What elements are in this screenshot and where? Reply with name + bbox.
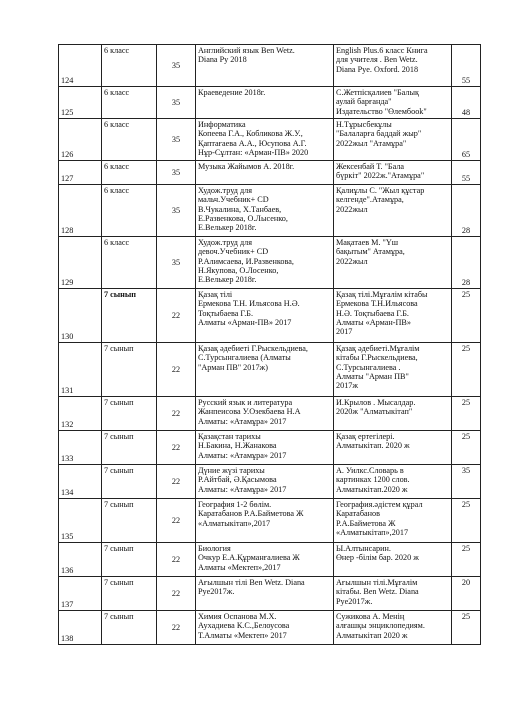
supplementary-line: Мақатаев М. "Үш: [336, 238, 399, 247]
supplementary-line: Алматыкітап.2020 ж: [336, 484, 408, 494]
textbook-cell: [196, 577, 334, 611]
count-cell: 28: [452, 185, 481, 237]
row-number-cell: 136: [59, 543, 102, 577]
supplementary-line: Каратабанов: [336, 509, 380, 519]
textbook-line: Қазақ тілі: [198, 290, 233, 299]
quantity-cell: 22: [157, 343, 196, 397]
textbook-line: Алматы «Мектеп»,2017: [198, 562, 281, 572]
table-row: [59, 611, 481, 645]
textbook-cell: [196, 611, 334, 645]
supplementary-line: «Алматыкітап»,2017: [336, 527, 409, 537]
supplementary-line: 2022жыл "Атамұра": [336, 138, 407, 148]
class-cell: 7 сынып: [102, 577, 157, 611]
textbook-line: Тоқтыбаева Г.Б.: [198, 308, 254, 318]
quantity-cell: 22: [157, 397, 196, 431]
supplementary-line: Алматыкітап. 2020 ж: [336, 441, 410, 451]
table-row: [59, 577, 481, 611]
textbook-line: Биология: [198, 544, 231, 553]
textbook-cell: [196, 237, 334, 289]
row-number-cell: 129: [59, 237, 102, 289]
table-row: [59, 87, 481, 119]
supplementary-line: "Балаларға баддай жыр": [336, 129, 422, 139]
row-number-cell: 134: [59, 465, 102, 499]
supplementary-book-cell: [334, 465, 452, 499]
textbook-line: Русский язык и литература: [198, 398, 293, 407]
quantity-cell: 35: [157, 185, 196, 237]
class-cell: 6 класс: [102, 185, 157, 237]
supplementary-line: картинках 1200 слов.: [336, 475, 410, 485]
supplementary-line: Pye2017ж.: [336, 596, 373, 606]
table-row: [59, 185, 481, 237]
class-cell: 7 сынып: [102, 343, 157, 397]
table-body: [59, 45, 481, 645]
supplementary-line: алғашқы энциклопедиям.: [336, 621, 425, 631]
quantity-cell: 35: [157, 87, 196, 119]
textbook-line: Информатика: [198, 120, 246, 129]
textbook-line: Е.Велькер 2018г.: [198, 275, 257, 285]
supplementary-book-cell: [334, 119, 452, 161]
supplementary-line: English Plus.6 класс Книга: [336, 46, 428, 55]
row-number-cell: 133: [59, 431, 102, 465]
supplementary-book-cell: [334, 343, 452, 397]
textbook-line: Аухадиева К.С.,Белоусова: [198, 621, 290, 631]
quantity-cell: 22: [157, 289, 196, 343]
row-number-cell: 130: [59, 289, 102, 343]
class-cell: 7 сынып: [102, 431, 157, 465]
supplementary-line: Diana Pye. Oxford. 2018: [336, 64, 419, 74]
textbook-line: Р.Алимсаева, И.Развенкова,: [198, 256, 294, 266]
supplementary-line: Өнер -білім бар. 2020 ж: [336, 553, 419, 563]
count-cell: 20: [452, 577, 481, 611]
quantity-cell: 35: [157, 161, 196, 185]
supplementary-book-cell: [334, 577, 452, 611]
textbook-line: Нұр-Сұлтан: «Арман-ПВ» 2020: [198, 147, 309, 157]
supplementary-line: аулай барғанда": [336, 97, 392, 107]
supplementary-book-cell: [334, 185, 452, 237]
document-page: [58, 44, 481, 645]
table-row: [59, 237, 481, 289]
textbook-line: Қазақ әдебиеті Г.Рыскельдиева,: [198, 344, 308, 353]
textbook-cell: [196, 185, 334, 237]
supplementary-line: Издательство "Өлембook": [336, 106, 427, 116]
textbook-line: Химия Оспанова М.Х.: [198, 612, 277, 621]
textbook-line: Қаптағаева А.А., Юсупова А.Г.: [198, 138, 307, 148]
textbook-line: Английский язык Ben Wetz.: [198, 46, 295, 55]
textbook-line: Худож.труд для: [198, 238, 252, 247]
class-cell: 7 сынып: [102, 611, 157, 645]
count-cell: 25: [452, 343, 481, 397]
count-cell: 28: [452, 237, 481, 289]
count-cell: 25: [452, 611, 481, 645]
class-cell: 7 сынып: [102, 289, 157, 343]
supplementary-line: С.Турсынгалиева .: [336, 362, 401, 372]
count-cell: 35: [452, 465, 481, 499]
row-number-cell: 131: [59, 343, 102, 397]
supplementary-book-cell: [334, 289, 452, 343]
textbook-line: В.Чукалина, Х.Танбаев,: [198, 204, 282, 214]
textbook-line: Р.Айтбай, Ә.Қасымова: [198, 475, 277, 485]
row-number-cell: 137: [59, 577, 102, 611]
textbook-line: Pye2017ж.: [198, 587, 235, 597]
row-number-cell: 125: [59, 87, 102, 119]
supplementary-book-cell: [334, 161, 452, 185]
textbook-line: Т.Алматы «Мектеп» 2017: [198, 630, 287, 640]
textbook-line: Е.Развенкова, О.Лысенко,: [198, 213, 288, 223]
textbook-line: Ағылшын тілі Ben Wetz. Diana: [198, 578, 305, 587]
supplementary-line: Алматы "Арман ПВ": [336, 371, 409, 381]
textbook-line: Каратабанов Р.А.Байметова Ж: [198, 509, 304, 519]
quantity-cell: 22: [157, 465, 196, 499]
table-row: [59, 119, 481, 161]
textbook-cell: [196, 161, 334, 185]
table-row: [59, 499, 481, 543]
supplementary-line: Н.Тұрысбекұлы: [336, 120, 392, 129]
textbook-line: Н.Бакина, Н.Жанакова: [198, 441, 277, 451]
textbook-line: девоч.Учебник+ CD: [198, 247, 269, 257]
books-table: [58, 44, 481, 645]
supplementary-line: 2022жыл: [336, 256, 368, 266]
supplementary-line: Қазақ әдебиеті.Мұғалім: [336, 344, 420, 353]
class-cell: 6 класс: [102, 237, 157, 289]
supplementary-line: кітабы Г.Рыскельдиева,: [336, 353, 418, 363]
textbook-line: С.Турсынгалиева (Алматы: [198, 353, 291, 363]
supplementary-line: География.әдістем құрал: [336, 500, 423, 509]
textbook-line: Қазақстан тарихы: [198, 432, 261, 441]
count-cell: 25: [452, 431, 481, 465]
supplementary-line: Сужикова А. Менің: [336, 612, 405, 621]
textbook-line: Краеведение 2018г.: [198, 88, 266, 97]
supplementary-book-cell: [334, 87, 452, 119]
textbook-line: Копеева Г.А., Кобликова Ж.У.,: [198, 129, 303, 139]
table-row: [59, 161, 481, 185]
textbook-cell: [196, 45, 334, 87]
table-row: [59, 289, 481, 343]
textbook-line: Алматы «Арман-ПВ» 2017: [198, 317, 292, 327]
supplementary-line: для учителя . Ben Wetz.: [336, 55, 418, 65]
textbook-line: "Арман ПВ" 2017ж): [198, 362, 268, 372]
quantity-cell: 22: [157, 431, 196, 465]
textbook-line: Diana Py 2018: [198, 55, 247, 65]
textbook-cell: [196, 465, 334, 499]
class-cell: 6 класс: [102, 161, 157, 185]
textbook-cell: [196, 343, 334, 397]
supplementary-line: Қазақ ертегілері.: [336, 432, 395, 441]
supplementary-line: А. Уилкс.Словарь в: [336, 466, 404, 475]
supplementary-line: 2020ж "Алматыкітап": [336, 407, 413, 417]
table-row: [59, 397, 481, 431]
supplementary-line: Ермекова Т.Н.Ильясова: [336, 299, 418, 309]
supplementary-line: 2017: [336, 327, 353, 337]
count-cell: 25: [452, 289, 481, 343]
count-cell: 25: [452, 397, 481, 431]
row-number-cell: 128: [59, 185, 102, 237]
quantity-cell: 22: [157, 499, 196, 543]
class-cell: 6 класс: [102, 87, 157, 119]
textbook-line: Алматы: «Атамұра» 2017: [198, 484, 287, 494]
textbook-cell: [196, 397, 334, 431]
count-cell: 25: [452, 543, 481, 577]
count-cell: 25: [452, 499, 481, 543]
textbook-cell: [196, 87, 334, 119]
quantity-cell: 35: [157, 237, 196, 289]
supplementary-line: Алматыкітап 2020 ж: [336, 630, 408, 640]
row-number-cell: 127: [59, 161, 102, 185]
textbook-line: Е.Велькер 2018г.: [198, 223, 257, 233]
supplementary-book-cell: [334, 543, 452, 577]
textbook-cell: [196, 543, 334, 577]
textbook-line: мальч.Учебник+ CD: [198, 195, 269, 205]
supplementary-book-cell: [334, 45, 452, 87]
textbook-cell: [196, 431, 334, 465]
textbook-line: География 1-2 бөлім.: [198, 500, 272, 509]
supplementary-line: Ы.Алтынсарин.: [336, 544, 391, 553]
supplementary-book-cell: [334, 237, 452, 289]
supplementary-book-cell: [334, 431, 452, 465]
supplementary-book-cell: [334, 611, 452, 645]
supplementary-book-cell: [334, 499, 452, 543]
textbook-cell: [196, 119, 334, 161]
class-cell: 6 класс: [102, 119, 157, 161]
supplementary-line: Қалиұлы С. "Жыл құстар: [336, 186, 425, 195]
textbook-cell: [196, 289, 334, 343]
textbook-line: Н.Якупова, О.Лосенко,: [198, 265, 279, 275]
count-cell: 48: [452, 87, 481, 119]
quantity-cell: 35: [157, 45, 196, 87]
table-row: [59, 543, 481, 577]
row-number-cell: 138: [59, 611, 102, 645]
table-row: [59, 465, 481, 499]
table-row: [59, 45, 481, 87]
textbook-line: Дүние жүзі тарихы: [198, 466, 265, 475]
textbook-line: Худож.труд для: [198, 186, 252, 195]
supplementary-line: кітабы. Ben Wetz. Diana: [336, 587, 419, 597]
supplementary-line: Р.А.Байметова Ж: [336, 518, 396, 528]
supplementary-line: 2017ж: [336, 381, 359, 391]
textbook-cell: [196, 499, 334, 543]
supplementary-line: И.Крылов . Мысалдар.: [336, 398, 416, 407]
supplementary-line: бүркіт" 2022ж."Атамұра": [336, 171, 425, 181]
textbook-line: Алматы: «Атамұра» 2017: [198, 416, 287, 426]
supplementary-line: Қазақ тілі.Мұғалім кітабы: [336, 290, 428, 299]
row-number-cell: 132: [59, 397, 102, 431]
supplementary-line: Жексенбай Т. "Бала: [336, 162, 405, 171]
quantity-cell: 35: [157, 119, 196, 161]
supplementary-book-cell: [334, 397, 452, 431]
class-cell: 6 класс: [102, 45, 157, 87]
supplementary-line: Алматы «Арман-ПВ»: [336, 317, 411, 327]
table-row: [59, 431, 481, 465]
supplementary-line: 2022жыл: [336, 204, 368, 214]
supplementary-line: бақытым" Атамұра,: [336, 247, 405, 257]
class-cell: 7 сынып: [102, 465, 157, 499]
count-cell: 55: [452, 161, 481, 185]
textbook-line: Ермекова Т.Н. Ильясова Н.Ә.: [198, 299, 300, 309]
textbook-line: Алматы: «Атамұра» 2017: [198, 450, 287, 460]
textbook-line: Жанпеисова У.Озекбаева Н.А: [198, 407, 301, 417]
row-number-cell: 126: [59, 119, 102, 161]
supplementary-line: Н.Ә. Тоқтыбаева Г.Б.: [336, 308, 409, 318]
table-row: [59, 343, 481, 397]
supplementary-line: келгенде".Атамұра,: [336, 195, 404, 205]
count-cell: 55: [452, 45, 481, 87]
supplementary-line: С.Жетпісқалиев "Балық: [336, 88, 419, 97]
quantity-cell: 22: [157, 611, 196, 645]
quantity-cell: 22: [157, 543, 196, 577]
class-cell: 7 сынып: [102, 397, 157, 431]
row-number-cell: 124: [59, 45, 102, 87]
row-number-cell: 135: [59, 499, 102, 543]
textbook-line: «Алматыкітап»,2017: [198, 518, 271, 528]
textbook-line: Очкур Е.А.Құрманғалиева Ж: [198, 553, 300, 563]
quantity-cell: 22: [157, 577, 196, 611]
supplementary-line: Ағылшын тілі.Мұғалім: [336, 578, 418, 587]
class-cell: 7 сынып: [102, 499, 157, 543]
count-cell: 65: [452, 119, 481, 161]
class-cell: 7 сынып: [102, 543, 157, 577]
textbook-line: Музыка Жайымов А. 2018г.: [198, 162, 295, 171]
